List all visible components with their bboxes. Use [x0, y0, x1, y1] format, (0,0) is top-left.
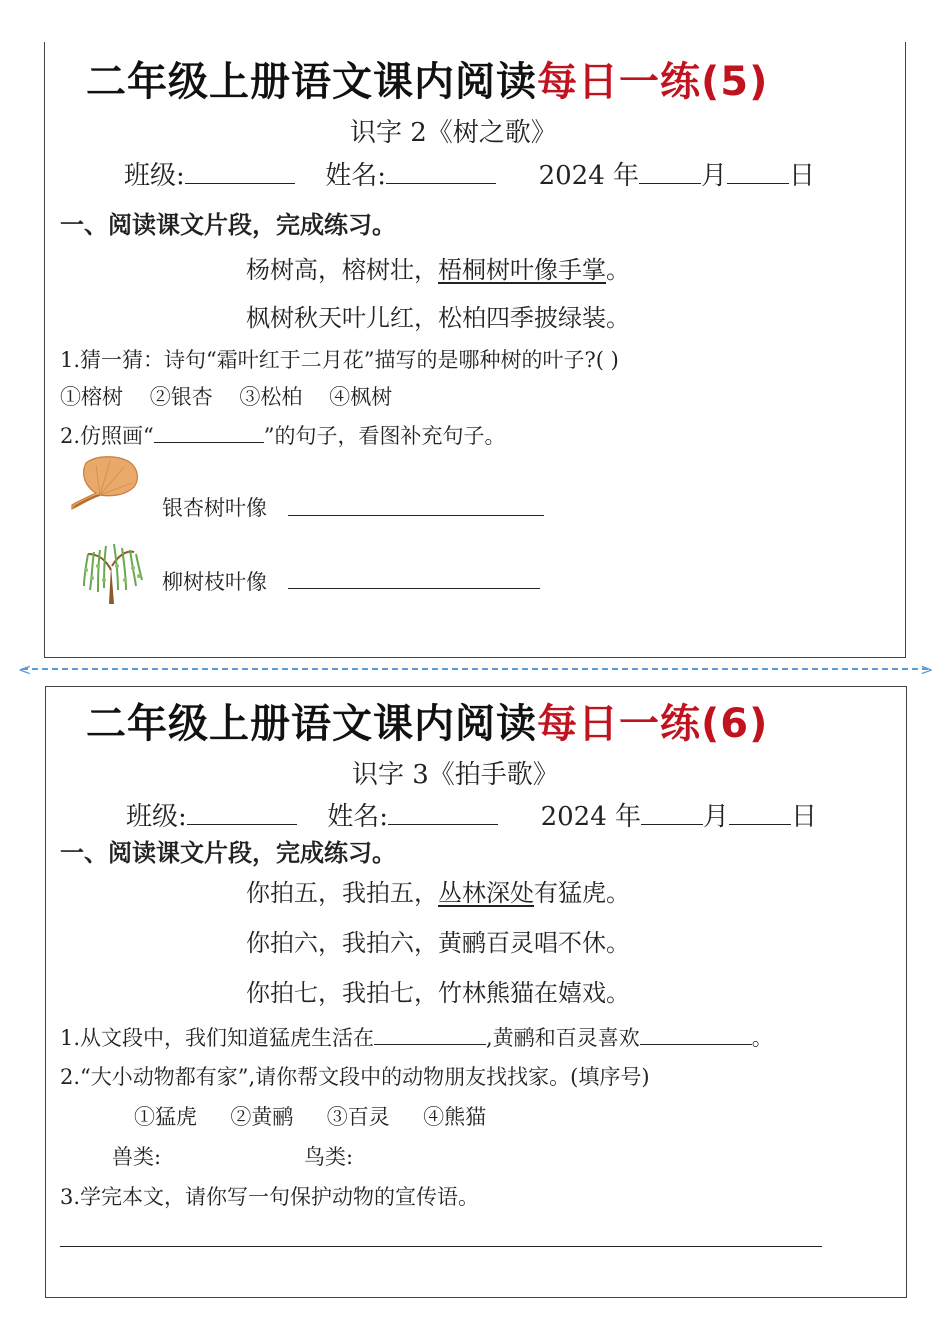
ginkgo-sentence [162, 492, 267, 522]
poem-text: 有猛虎。 [534, 879, 630, 907]
question-2: 2.“大小动物都有家”,请你帮文段中的动物朋友找找家。(填序号) [60, 1065, 650, 1089]
question-1-options: ①榕树 ②银杏 ③松柏 ④枫树 [60, 385, 393, 409]
ginkgo-label: 银杏树叶像 [162, 496, 267, 520]
slogan-answer-line[interactable] [60, 1246, 822, 1247]
poem-line-1 [246, 250, 630, 285]
month-label: 月 [703, 802, 730, 832]
poem-line-2: 枫树秋天叶儿红，松柏四季披绿装。 [246, 304, 630, 332]
question-3: 3.学完本文，请你写一句保护动物的宣传语。 [60, 1185, 480, 1209]
title-main: 二年级上册语文课内阅读 [86, 701, 537, 747]
name-label: 姓名: [327, 802, 389, 832]
poem-text: 你拍五，我拍五， [246, 879, 438, 907]
day-blank[interactable] [727, 157, 789, 184]
day-label: 日 [791, 802, 818, 832]
q1-text: 。 [751, 1026, 773, 1050]
q1-blank-likes[interactable] [640, 1024, 752, 1045]
willow-answer-line[interactable] [288, 588, 540, 589]
poem-text: 。 [606, 256, 630, 284]
worksheet-6-title [86, 692, 768, 749]
poem-line-3: 你拍七，我拍七，竹林熊猫在嬉戏。 [246, 979, 630, 1007]
question-1 [60, 1022, 773, 1052]
class-label: 班级: [124, 161, 185, 191]
year-label: 2024 年 [538, 161, 640, 191]
cut-line-divider [22, 668, 928, 670]
ginkgo-leaf-icon [66, 453, 142, 511]
title-red: 每日一练(5) [537, 59, 769, 105]
q1-text: ,黄鹂和百灵喜欢 [486, 1026, 640, 1050]
student-info-row [126, 796, 817, 833]
class-label: 班级: [126, 802, 187, 832]
lesson-subtitle: 识字 2《树之歌》 [350, 118, 557, 148]
class-blank[interactable] [187, 798, 297, 825]
q2-text: 2.仿照画“ [60, 424, 154, 448]
arrow-right-icon: > [920, 660, 934, 679]
underlined-sentence: 梧桐树叶像手掌 [438, 256, 606, 284]
student-info-row [124, 155, 815, 192]
month-blank[interactable] [641, 798, 703, 825]
q2-blank [154, 422, 264, 443]
name-blank[interactable] [388, 798, 498, 825]
title-red: 每日一练(6) [537, 701, 769, 747]
arrow-left-icon: < [18, 660, 32, 679]
day-blank[interactable] [729, 798, 791, 825]
class-blank[interactable] [185, 157, 295, 184]
ginkgo-answer-line[interactable] [288, 515, 544, 516]
willow-label: 柳树枝叶像 [162, 570, 267, 594]
year-label: 2024 年 [540, 802, 642, 832]
section-heading: 一、阅读课文片段，完成练习。 [60, 211, 396, 239]
month-blank[interactable] [639, 157, 701, 184]
q1-blank-habitat[interactable] [374, 1024, 486, 1045]
question-1: 1.猜一猜：诗句“霜叶红于二月花”描写的是哪种树的叶子?( ) [60, 348, 619, 372]
poem-text: 杨树高，榕树壮， [246, 256, 438, 284]
beast-label: 兽类: [112, 1145, 162, 1169]
worksheet-5-title [86, 50, 768, 107]
poem-line-1 [246, 873, 630, 908]
willow-tree-icon [76, 536, 146, 606]
month-label: 月 [701, 161, 728, 191]
q2-text: ”的句子，看图补充句子。 [263, 424, 506, 448]
bird-label: 鸟类: [304, 1145, 354, 1169]
underlined-phrase: 丛林深处 [438, 879, 534, 907]
name-label: 姓名: [325, 161, 387, 191]
lesson-subtitle: 识字 3《拍手歌》 [352, 760, 559, 790]
title-main: 二年级上册语文课内阅读 [86, 59, 537, 105]
section-heading: 一、阅读课文片段，完成练习。 [60, 839, 396, 867]
day-label: 日 [789, 161, 816, 191]
willow-sentence [162, 566, 267, 596]
name-blank[interactable] [386, 157, 496, 184]
q1-text: 1.从文段中，我们知道猛虎生活在 [60, 1026, 375, 1050]
question-2 [60, 420, 506, 450]
question-2-options: ①猛虎 ②黄鹂 ③百灵 ④熊猫 [134, 1105, 487, 1129]
poem-line-2: 你拍六，我拍六，黄鹂百灵唱不休。 [246, 929, 630, 957]
